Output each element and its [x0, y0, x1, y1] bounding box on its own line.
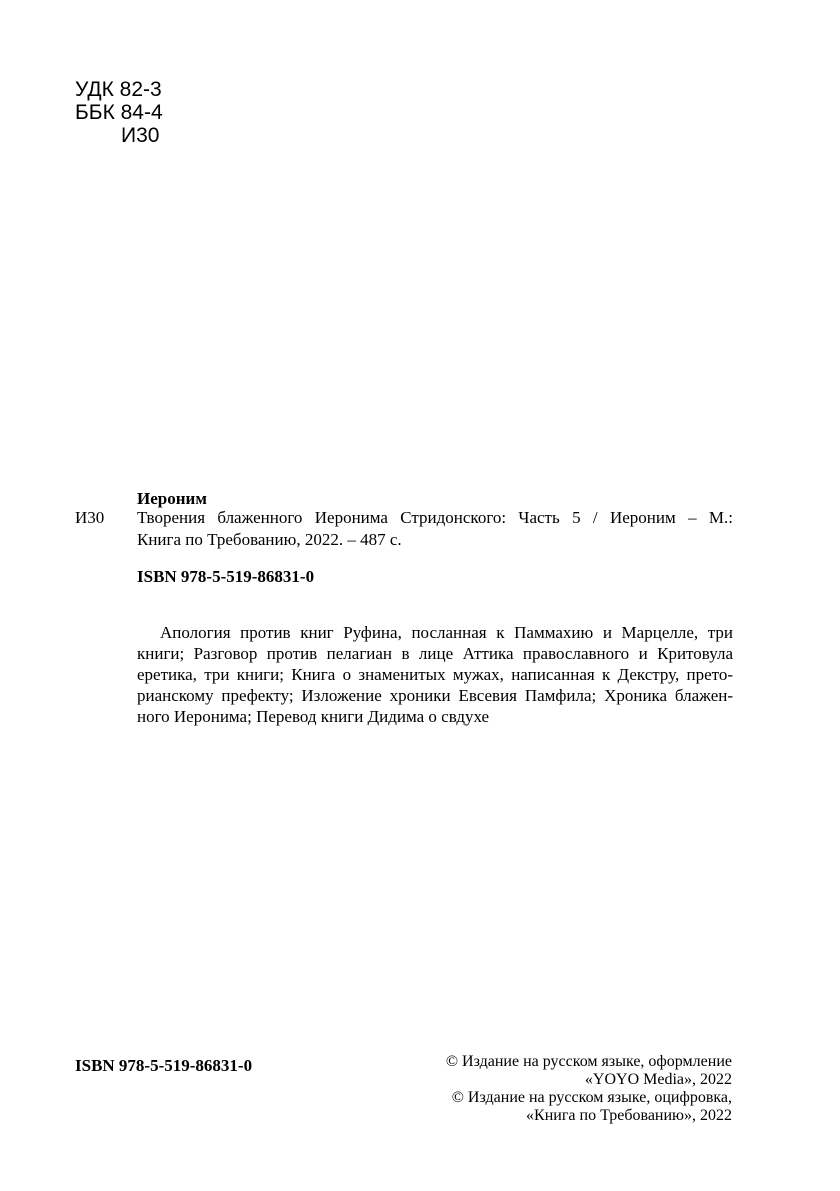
- title-line: Творения блаженного Иеронима Стридонского: Часть 5 / Иероним – М.:: [137, 508, 733, 527]
- bbk-code: ББК 84-4: [75, 101, 163, 124]
- bibliographic-description: [137, 507, 733, 551]
- annotation-line: книги; Разговор против пелагиан в лице Аттика православного и Критовула: [137, 644, 733, 663]
- isbn-footer: ISBN 978-5-519-86831-0: [75, 1056, 253, 1075]
- udk-code: УДК 82-3: [75, 78, 162, 101]
- cutter-code: И30: [121, 124, 160, 147]
- copyright-line: © Издание на русском языке, оцифровка,: [451, 1089, 732, 1106]
- annotation-line: рианскому префекту; Изложение хроники Евсевия Памфила; Хроника блажен-: [137, 686, 733, 705]
- author-name: Иероним: [137, 489, 207, 508]
- annotation: [137, 622, 733, 727]
- copyright-line: © Издание на русском языке, оформление: [445, 1053, 732, 1070]
- cutter-mark: И30: [75, 508, 105, 527]
- copyright-line: «Книга по Требованию», 2022: [526, 1107, 732, 1124]
- imprint-line: Книга по Требованию, 2022. – 487 с.: [137, 530, 402, 549]
- annotation-line: Апология против книг Руфина, посланная к Паммахию и Марцелле, три: [160, 623, 733, 642]
- isbn-record: ISBN 978-5-519-86831-0: [137, 567, 315, 586]
- annotation-line: ного Иеронима; Перевод книги Дидима о свдухе: [137, 707, 490, 726]
- classification-block: [75, 78, 163, 147]
- annotation-line: еретика, три книги; Книга о знаменитых мужах, написанная к Декстру, прето-: [137, 665, 733, 684]
- copyright-line: «YOYO Media», 2022: [584, 1071, 732, 1088]
- copyright-block: [446, 1053, 732, 1125]
